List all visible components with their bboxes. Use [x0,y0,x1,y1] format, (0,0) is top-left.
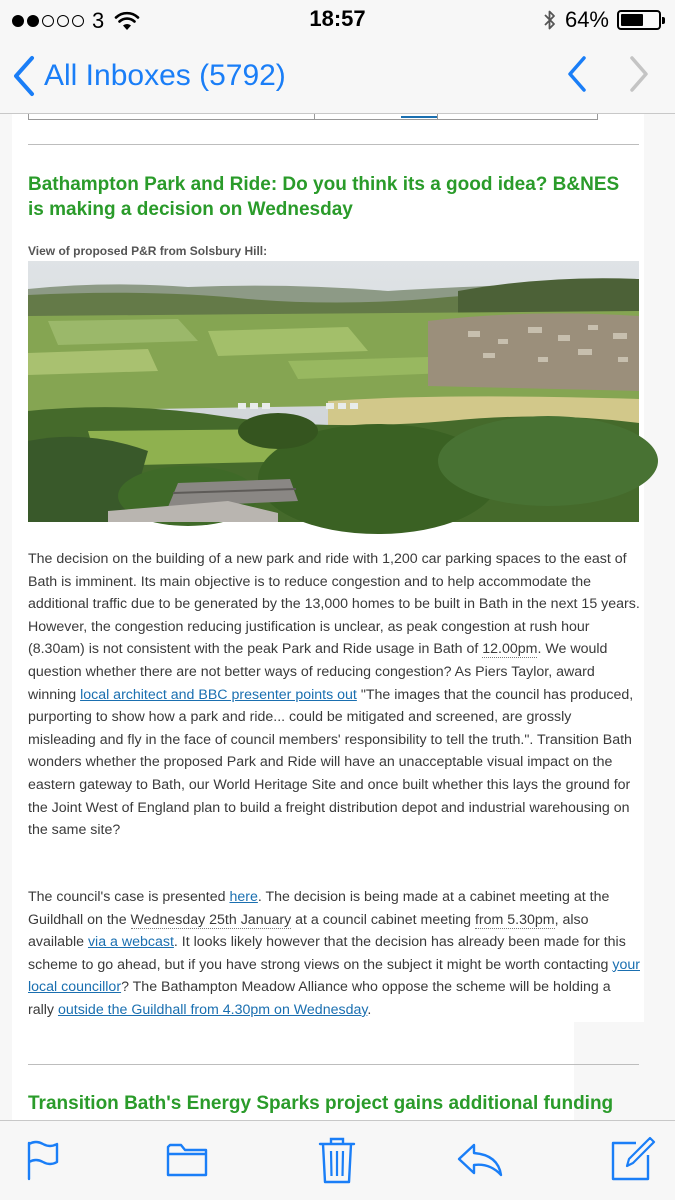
battery-area [543,7,661,33]
date-detected[interactable]: Wednesday 25th January [130,911,292,928]
guildhall-rally-link[interactable]: outside the Guildhall from 4.30pm on Wednesday [57,1001,368,1018]
webcast-link[interactable]: via a webcast [87,934,174,951]
compose-icon[interactable] [610,1135,656,1181]
back-button-label: All Inboxes (5792) [44,59,286,92]
message-navigation [565,54,651,94]
previous-message-icon[interactable] [565,54,589,94]
back-button[interactable] [12,50,286,102]
trash-icon[interactable] [318,1135,356,1185]
bluetooth-icon [543,9,557,31]
chevron-left-icon [12,55,36,97]
here-link[interactable]: here [229,889,258,905]
clock: 18:57 [309,6,366,31]
bottom-toolbar [0,1120,675,1200]
time-detected[interactable]: 12.00pm [482,641,538,658]
image-caption: View of proposed P&R from Solsbury Hill: [28,244,268,258]
article-paragraph-2: The council's case is presented here. The decision is being made at a cabinet meeting at the Guildhall on the Wednesday 25th January at a council cabinet meeting from 5.30pm, also available via a webcast. It looks likely however that the decision has already been made for this scheme to go ahead, but if you have strong views on the subject it might be worth contacting your local councillor? The Bathampton Meadow Alliance who oppose the scheme will be holding a rally outside the Guildhall from 4.30pm on Wednesday. [28,889,640,1018]
table-fragment [28,114,598,120]
message-body[interactable] [0,114,675,1120]
carrier-name: 3 [92,8,105,33]
battery-percent: 64% [564,7,609,32]
next-message-icon[interactable] [627,54,651,94]
article-headline[interactable]: Transition Bath's Energy Sparks project gains additional funding [28,1093,614,1114]
time-range-detected[interactable]: from 5.30pm [474,911,555,928]
article-paragraph-1: The decision on the building of a new park and ride with 1,200 car parking spaces to the east of Bath is imminent. Its main objective is to reduce congestion and to help accommodate the additional traffic due to be generated by the 13,000 homes to be built in Bath in the next 15 years. However, the congestion reducing justification is unclear, as peak congestion at rush hour (8.30am) is not consistent with the peak Park and Ride usage in Bath of 12.00pm. We would question whether there are not better ways of reducing congestion? As Piers Taylor, award winning local architect and BBC presenter points out "The images that the council has produced, purporting to show how a park and ride... could be mitigated and screened, are grossly misleading and fly in the face of council members' responsibility to tell the truth.". Transition Bath wonders whether the proposed Park and Ride will have an unacceptable visual impact on the eastern gateway to Bath, our World Heritage Site and once built whether this lays the ground for the Joint West of England plan to build a freight distribution depot and industrial warehousing on the same site? [28,551,640,839]
divider [28,1064,639,1065]
navigation-bar [0,40,675,114]
status-bar [0,0,675,40]
landscape-photo [28,261,639,522]
councillor-link[interactable]: your local councillor [28,956,640,996]
architect-link[interactable]: local architect and BBC presenter points out [80,686,357,703]
divider [28,144,639,145]
reply-icon[interactable] [456,1141,504,1179]
flag-icon[interactable] [26,1139,60,1181]
battery-icon [617,10,661,30]
article-headline[interactable]: Bathampton Park and Ride: Do you think its a good idea? B&NES is making a decision on Wednesday [28,174,620,220]
folder-icon[interactable] [166,1139,208,1179]
